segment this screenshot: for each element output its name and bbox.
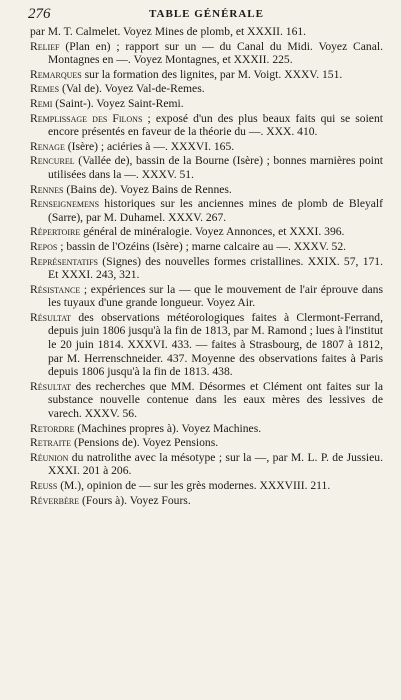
entry-text: des observations météorologiques faites à Clermont-Ferrand, depuis juin 1806 jusqu'à la fin de 1813, par M. Ramond ; lues à l'institut le 20 juin 1814. XXXVI. 433. — faites à Strasbourg, de 1807 à 1812, par M. Herrenschneider. 437. Moyenne des observations faites à Paris depuis 1806 jusqu'à la fin de 1813. 438. (48, 310, 383, 379)
entry-headword: Renage (30, 139, 65, 153)
index-entries (30, 25, 383, 507)
entry-text: (M.), opinion de — sur les grès modernes. XXXVIII. 211. (57, 479, 331, 492)
entry-text: (Plan en) ; rapport sur un — du Canal du Midi. Voyez Canal. Montagnes en —. Voyez Montagnes, et XXXII. 225. (48, 39, 383, 67)
entry-headword: Résultat (30, 310, 72, 324)
entry-text: (Saint-). Voyez Saint-Remi. (52, 96, 184, 110)
entry-headword: Repos (30, 239, 58, 253)
entry-text: général de minéralogie. Voyez Annonces, et XXXI. 396. (80, 225, 345, 239)
index-entry (30, 112, 383, 139)
entry-text: ; expériences sur la — que le mouvement de l'air éprouve dans les tuyaux d'une grande longueur. Voyez Air. (48, 282, 383, 310)
index-entry (30, 154, 383, 181)
entry-headword: Remarques (30, 67, 82, 81)
index-entry (30, 183, 383, 197)
entry-text: (Bains de). Voyez Bains de Rennes. (63, 182, 232, 196)
index-entry (30, 451, 383, 478)
entry-headword: Remplissage des Filons (30, 111, 143, 125)
entry-text: ; bassin de l'Ozéins (Isère) ; marne calcaire au —. XXXV. 52. (57, 239, 347, 253)
index-entry (30, 82, 383, 96)
index-entry (30, 422, 383, 436)
entry-text: (Isère) ; aciéries à —. XXXVI. 165. (64, 139, 235, 153)
index-entry (30, 494, 383, 508)
index-entry (30, 240, 383, 254)
entry-text: (Fours à). Voyez Fours. (79, 493, 191, 507)
entry-headword: Retordre (30, 421, 75, 435)
entry-headword: Répertoire (30, 225, 81, 239)
entry-headword: Résistance (30, 282, 81, 296)
entry-text: ; exposé d'un des plus beaux faits qui se soient encore présentés en faveur de la théorie du —. XXX. 410. (48, 111, 383, 139)
index-entry (30, 197, 383, 224)
entry-headword: Résultat (30, 379, 72, 393)
entry-text: des recherches que MM. Désormes et Clément ont faites sur la substance nouvelle contenue dans les eaux mères des lessives de varech. XXXV. 56. (48, 379, 383, 421)
entry-text: du natrolithe avec la mésotype ; sur la —, par M. L. P. de Jussieu. XXXI. 201 à 206. (48, 450, 383, 478)
index-entry (30, 68, 383, 82)
running-title: TABLE GÉNÉRALE (149, 8, 264, 20)
entry-text: (Val de). Voyez Val-de-Remes. (59, 82, 205, 96)
index-entry (30, 436, 383, 450)
entry-headword: Réverbère (30, 493, 80, 507)
entry-headword: Remi (30, 96, 53, 110)
index-entry (30, 25, 383, 39)
index-entry (30, 283, 383, 310)
index-entry (30, 140, 383, 154)
entry-headword: Retraite (30, 436, 72, 450)
entry-headword: Relief (30, 39, 60, 53)
entry-text: (Machines propres à). Voyez Machines. (74, 421, 262, 435)
index-entry (30, 40, 383, 67)
entry-text: historiques sur les anciennes mines de plomb de Bleyalf (Sarre), par M. Duhamel. XXXV. 267. (48, 197, 383, 224)
entry-headword: Rennes (30, 182, 64, 196)
entry-headword: Remes (30, 82, 60, 96)
entry-headword: Réunion (30, 450, 69, 464)
index-entry (30, 311, 383, 379)
entry-text: par M. T. Calmelet. Voyez Mines de plomb, et XXXII. 161. (30, 25, 307, 38)
entry-headword: Reuss (30, 479, 58, 492)
entry-headword: Représentatifs (30, 254, 98, 268)
index-entry (30, 97, 383, 111)
entry-headword: Rencurel (30, 154, 75, 168)
index-entry (30, 479, 383, 493)
index-entry (30, 255, 383, 282)
index-entry (30, 380, 383, 421)
entry-text: (Vallée de), bassin de la Bourne (Isère) ; bonnes marnières point utilisées dans la —. XXXV. 51. (48, 154, 383, 181)
page-header (30, 6, 383, 22)
entry-text: (Signes) des nouvelles formes cristallines. XXIX. 57, 171. Et XXXI. 243, 321. (48, 254, 383, 282)
index-entry (30, 225, 383, 239)
entry-text: sur la formation des lignites, par M. Voigt. XXXV. 151. (81, 67, 343, 81)
entry-headword: Renseignemens (30, 197, 100, 211)
entry-text: (Pensions de). Voyez Pensions. (71, 436, 219, 450)
page-number: 276 (28, 6, 51, 22)
